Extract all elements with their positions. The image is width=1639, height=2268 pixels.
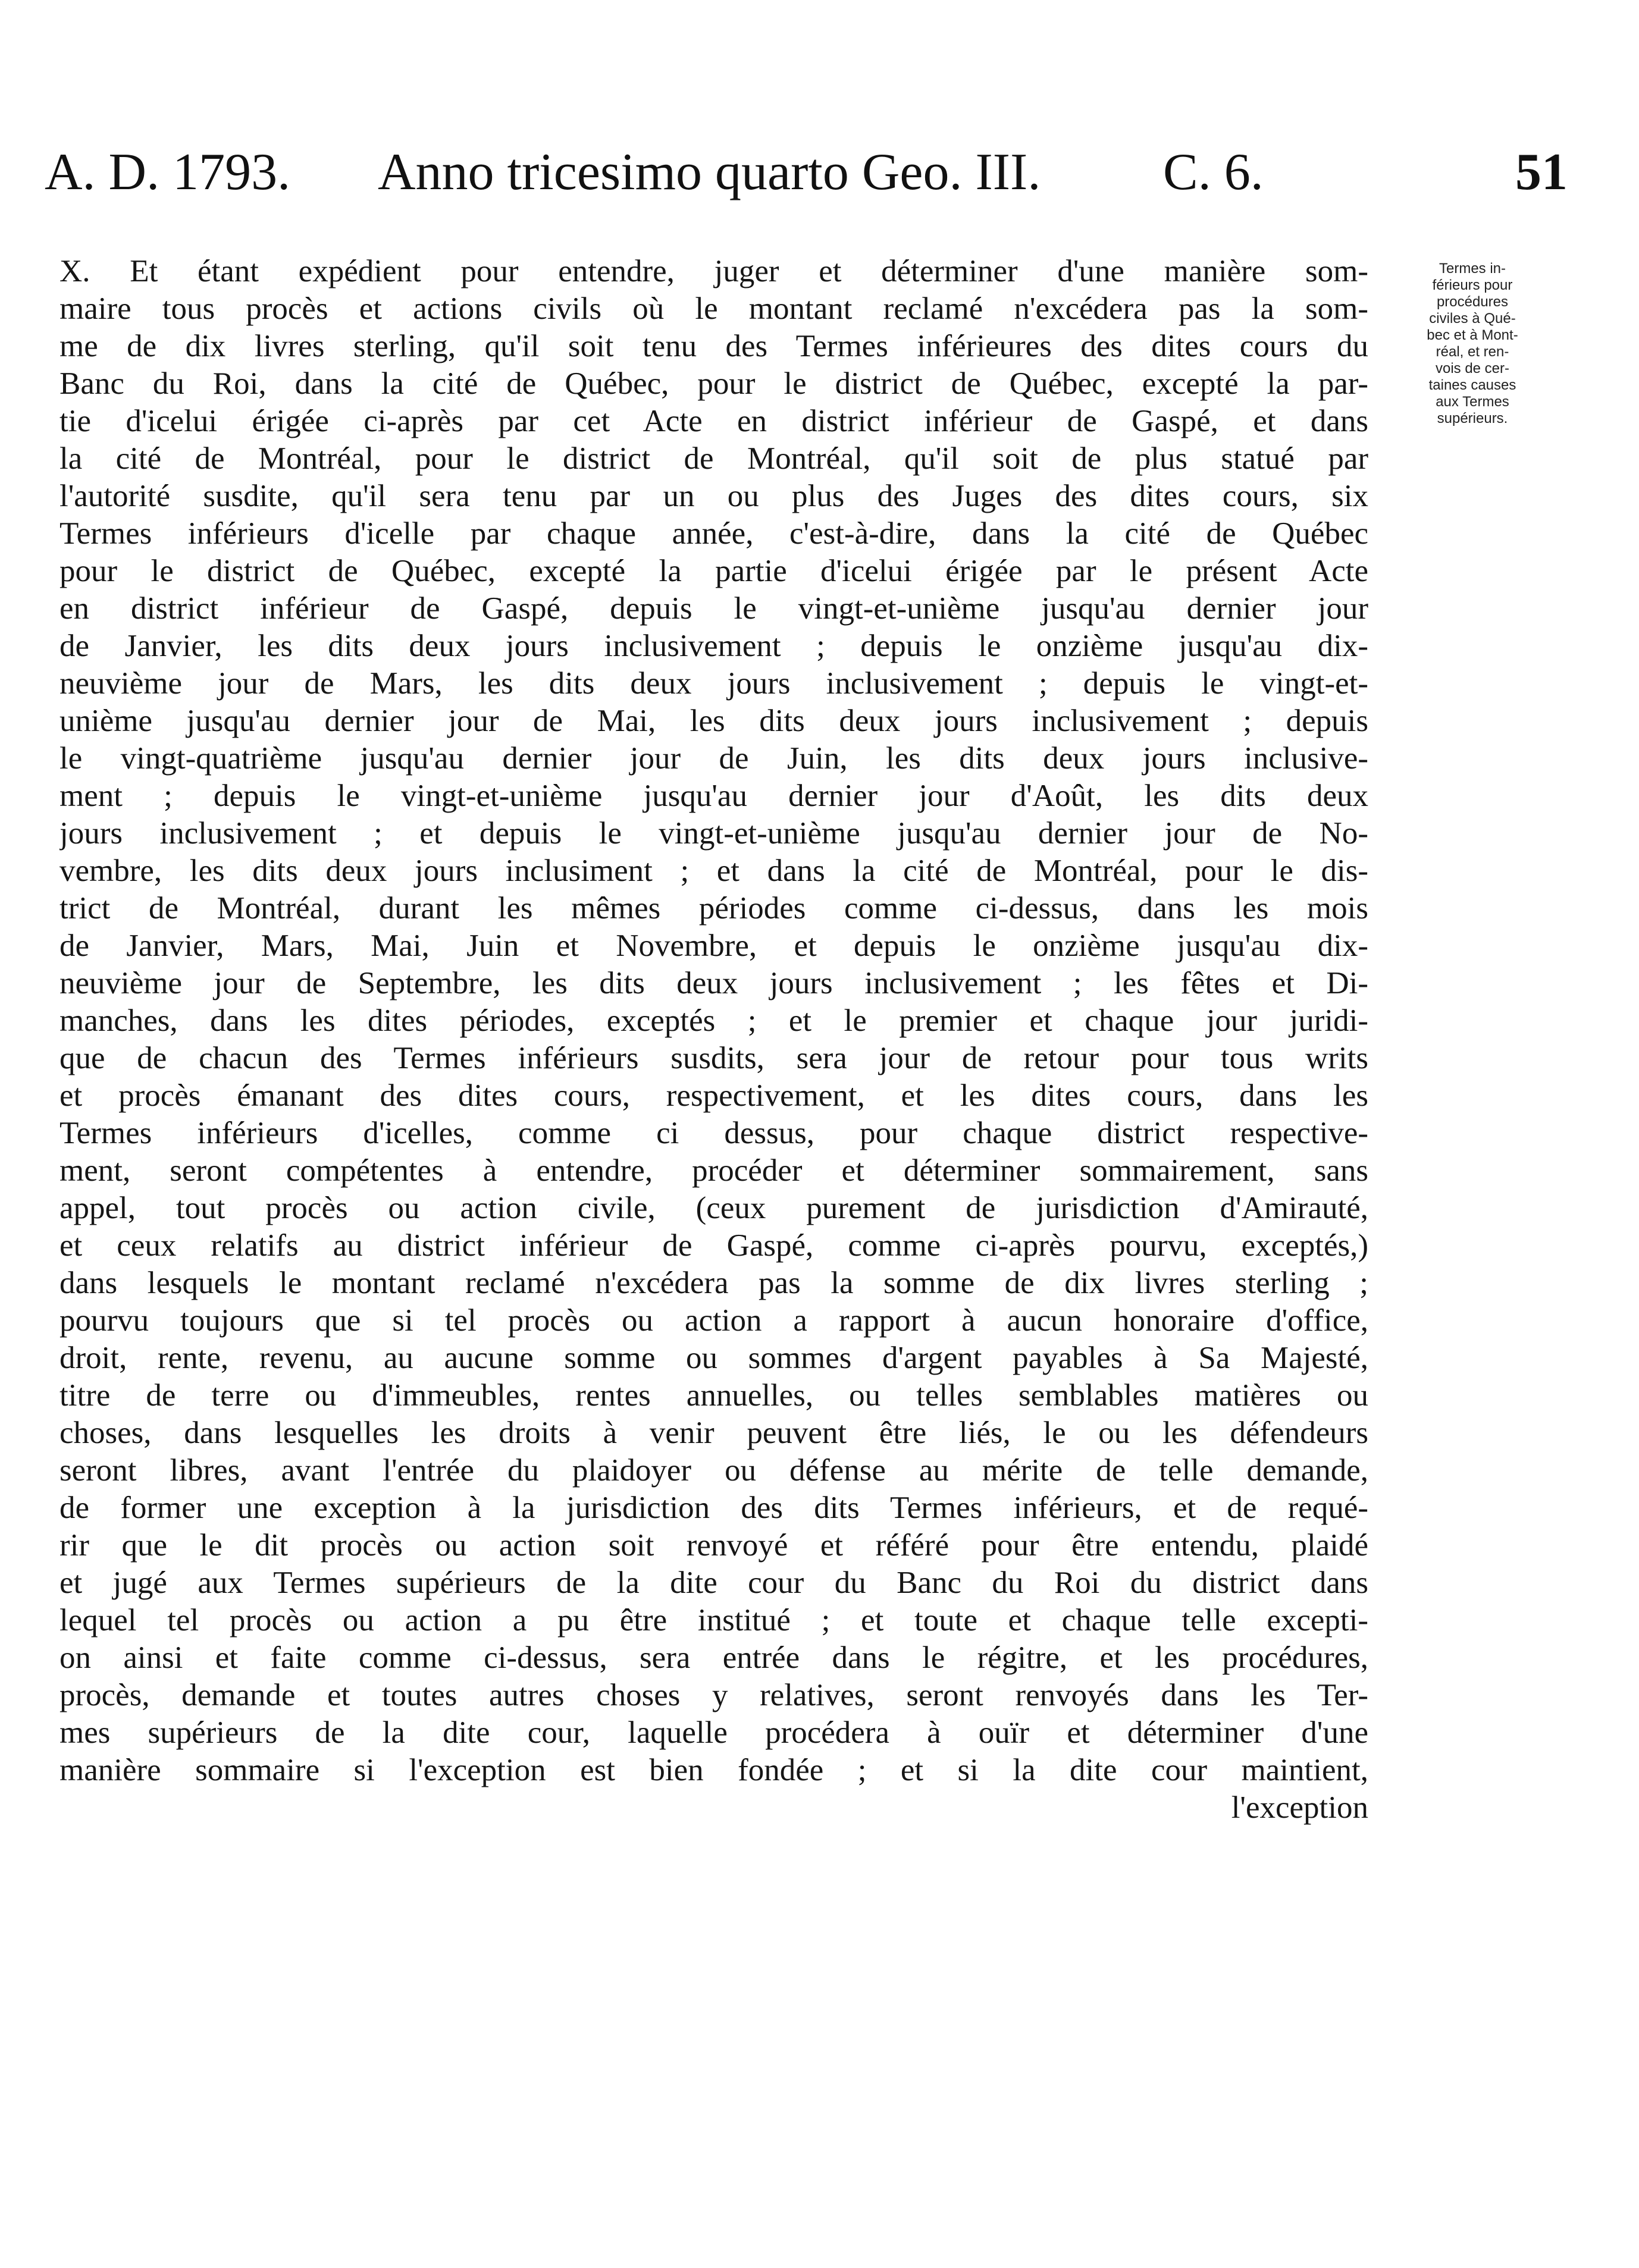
text-line: et ceux relatifs au district inférieur de Gaspé, comme ci-après pourvu, exceptés,) [59,1228,1368,1263]
margin-note-line: férieurs pour [1432,277,1513,293]
text-line: de Janvier, les dits deux jours inclusivement ; depuis le onzième jusqu'au dix- [59,629,1368,663]
text-line: de Janvier, Mars, Mai, Juin et Novembre, et depuis le onzième jusqu'au dix- [59,928,1368,963]
text-line: lequel tel procès ou action a pu être institué ; et toute et chaque telle excepti- [59,1603,1368,1638]
text-line: rir que le dit procès ou action soit renvoyé et référé pour être entendu, plaidé [59,1528,1368,1563]
text-line: procès, demande et toutes autres choses y relatives, seront renvoyés dans les Ter- [59,1678,1368,1712]
text-line: maire tous procès et actions civils où le montant reclamé n'excédera pas la som- [59,291,1368,326]
text-line: mes supérieurs de la dite cour, laquelle procédera à ouïr et déterminer d'une [59,1715,1368,1750]
text-line: neuvième jour de Mars, les dits deux jours inclusivement ; depuis le vingt-et- [59,666,1368,701]
margin-note-line: supérieurs. [1437,410,1508,426]
margin-note-line: aux Termes [1436,394,1509,410]
margin-note [1395,261,1550,427]
text-line: ment, seront compétentes à entendre, procéder et déterminer sommairement, sans [59,1153,1368,1188]
margin-note-line: taines causes [1428,377,1516,393]
text-line: vembre, les dits deux jours inclusiment ; et dans la cité de Montréal, pour le dis- [59,854,1368,888]
margin-note-line: Termes in- [1439,261,1506,277]
text-line: seront libres, avant l'entrée du plaidoyer ou défense au mérite de telle demande, [59,1453,1368,1488]
text-line: dans lesquels le montant reclamé n'excédera pas la somme de dix livres sterling ; [59,1266,1368,1300]
text-line: on ainsi et faite comme ci-dessus, sera entrée dans le régitre, et les procédures, [59,1640,1368,1675]
text-line: Termes inférieurs d'icelle par chaque année, c'est-à-dire, dans la cité de Québec [59,516,1368,551]
text-line: X. Et étant expédient pour entendre, juger et déterminer d'une manière som- [59,254,1368,288]
text-line: manière sommaire si l'exception est bien fondée ; et si la dite cour maintient, [59,1753,1368,1787]
catchword: l'exception [1231,1790,1368,1825]
running-head-title: Anno tricesimo quarto Geo. III. [378,143,1041,201]
text-line: en district inférieur de Gaspé, depuis le vingt-et-unième jusqu'au dernier jour [59,591,1368,626]
running-head-date: A. D. 1793. [45,143,291,201]
text-line: manches, dans les dites périodes, exceptés ; et le premier et chaque jour juridi- [59,1003,1368,1038]
body-text [59,253,1368,1827]
running-head-chapter: C. 6. [1163,143,1264,201]
text-line: la cité de Montréal, pour le district de Montréal, qu'il soit de plus statué par [59,441,1368,476]
margin-note-line: réal, et ren- [1436,344,1509,360]
text-line: et procès émanant des dites cours, respectivement, et les dites cours, dans les [59,1078,1368,1113]
text-line: choses, dans lesquelles les droits à venir peuvent être liés, le ou les défendeurs [59,1416,1368,1450]
text-line: et jugé aux Termes supérieurs de la dite cour du Banc du Roi du district dans [59,1566,1368,1600]
text-line: ment ; depuis le vingt-et-unième jusqu'au dernier jour d'Août, les dits deux [59,779,1368,813]
running-head [45,140,1568,205]
margin-note-line: vois de cer- [1435,360,1510,377]
text-line: jours inclusivement ; et depuis le vingt-et-unième jusqu'au dernier jour de No- [59,816,1368,851]
margin-note-line: civiles à Qué- [1429,310,1516,327]
text-line: droit, rente, revenu, au aucune somme ou sommes d'argent payables à Sa Majesté, [59,1341,1368,1375]
text-line: me de dix livres sterling, qu'il soit tenu des Termes inférieures des dites cours du [59,329,1368,363]
text-line: unième jusqu'au dernier jour de Mai, les dits deux jours inclusivement ; depuis [59,704,1368,738]
text-line: le vingt-quatrième jusqu'au dernier jour de Juin, les dits deux jours inclusive- [59,741,1368,776]
text-line: pourvu toujours que si tel procès ou action a rapport à aucun honoraire d'office, [59,1303,1368,1338]
text-line: titre de terre ou d'immeubles, rentes annuelles, ou telles semblables matières ou [59,1378,1368,1413]
text-line: pour le district de Québec, excepté la partie d'icelui érigée par le présent Acte [59,554,1368,588]
text-line: de former une exception à la jurisdiction des dits Termes inférieurs, et de requé- [59,1491,1368,1525]
text-line: que de chacun des Termes inférieurs susdits, sera jour de retour pour tous writs [59,1041,1368,1075]
margin-note-line: procédures [1436,294,1509,310]
text-line: appel, tout procès ou action civile, (ceux purement de jurisdiction d'Amirauté, [59,1191,1368,1225]
text-line: neuvième jour de Septembre, les dits deux jours inclusivement ; les fêtes et Di- [59,966,1368,1000]
text-line: Banc du Roi, dans la cité de Québec, pour le district de Québec, excepté la par- [59,366,1368,401]
margin-note-line: bec et à Mont- [1427,327,1518,343]
text-line: l'autorité susdite, qu'il sera tenu par un ou plus des Juges des dites cours, six [59,479,1368,513]
text-line: trict de Montréal, durant les mêmes périodes comme ci-dessus, dans les mois [59,891,1368,926]
text-line: tie d'icelui érigée ci-après par cet Acte en district inférieur de Gaspé, et dans [59,404,1368,438]
text-line: Termes inférieurs d'icelles, comme ci dessus, pour chaque district respective- [59,1116,1368,1150]
page-number: 51 [1515,143,1568,201]
